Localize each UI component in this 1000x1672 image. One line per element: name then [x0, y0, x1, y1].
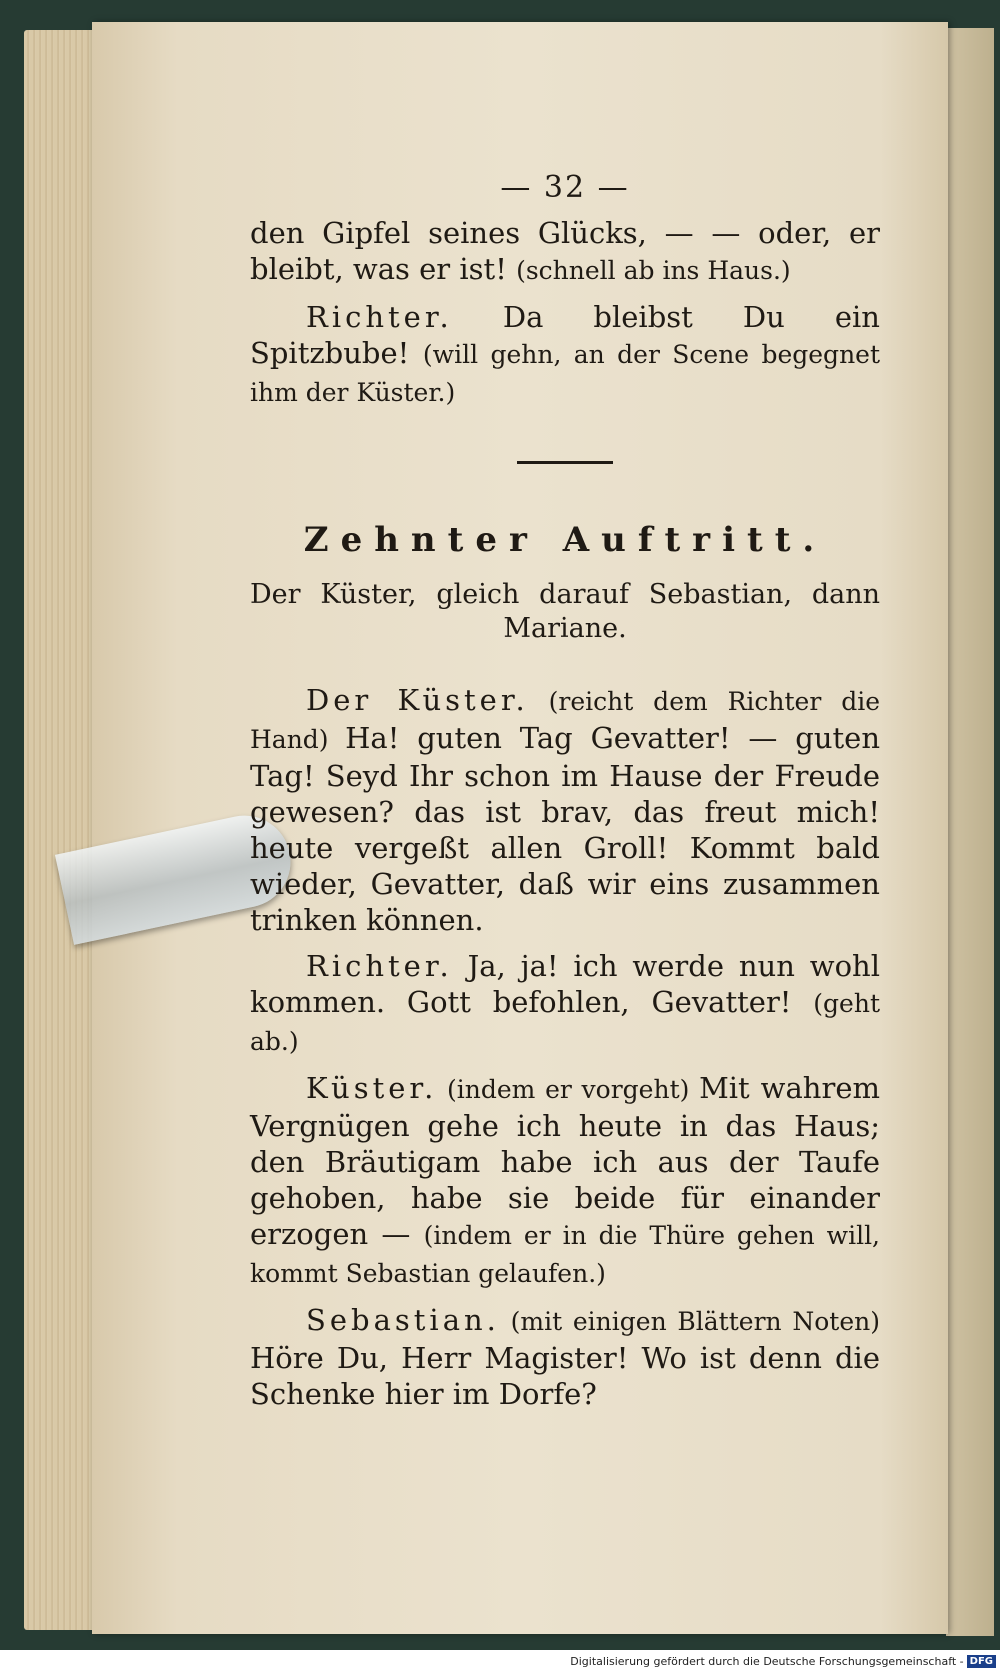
page-number: — 32 —: [500, 170, 630, 205]
dfg-logo: DFG: [967, 1655, 996, 1668]
paragraph-kuester-2: [250, 1070, 880, 1292]
paragraph-sebastian-1: [250, 1302, 880, 1412]
paragraph-richter-1: [250, 299, 880, 411]
stage-direction: (reicht dem Richter die Hand): [250, 687, 880, 754]
speaker-name: Richter.: [306, 949, 453, 983]
digitization-footer: [570, 1655, 996, 1668]
line-text: den Gipfel seines Glücks, — — oder, er bleibt, was er ist!: [250, 216, 880, 286]
dialogue-text: Höre Du, Herr Magister! Wo ist denn die Schenke hier im Dorfe?: [250, 1341, 880, 1411]
stage-direction: (indem er vorgeht): [437, 1075, 700, 1104]
paragraph-top: [250, 215, 880, 289]
dialogue-text: Ha! guten Tag Gevatter! — guten Tag! Seyd Ihr schon im Hause der Freude gewesen? das ist brav, das freut mich! heute vergeßt allen Groll! Kommt bald wieder, Gevatter, daß wir eins zusammen trinken können.: [250, 721, 880, 937]
stage-direction: (schnell ab ins Haus.): [516, 256, 791, 285]
stage-direction: (geht ab.): [250, 989, 880, 1056]
dialogue-text: Ja, ja! ich werde nun wohl kommen. Gott befohlen, Gevatter!: [250, 949, 880, 1019]
section-divider: [517, 461, 613, 464]
speaker-name: Der Küster.: [306, 683, 529, 717]
dialogue-text: Da bleibst Du ein Spitzbube!: [250, 300, 880, 370]
speaker-name: Küster.: [306, 1071, 438, 1105]
footer-text: Digitalisierung gefördert durch die Deutsche Forschungsgemeinschaft -: [570, 1655, 964, 1668]
speaker-name: Sebastian.: [306, 1303, 500, 1337]
page-edge-right: [946, 28, 994, 1636]
paragraph-kuester-1: [250, 682, 880, 938]
stage-direction: (will gehn, an der Scene begegnet ihm der Küster.): [250, 340, 881, 407]
stage-direction: (indem er in die Thüre gehen will, kommt Sebastian gelaufen.): [250, 1221, 881, 1288]
scene-cast: Der Küster, gleich darauf Sebastian, dann Mariane.: [250, 579, 880, 644]
page-text: [250, 170, 880, 1422]
scene-title: Zehnter Auftritt.: [303, 520, 827, 560]
dialogue-text: Mit wahrem Vergnügen gehe ich heute in das Haus; den Bräutigam habe ich aus der Taufe gehoben, habe sie beide für einander erzogen —: [250, 1071, 880, 1251]
speaker-name: Richter.: [306, 300, 453, 334]
paragraph-richter-2: [250, 948, 880, 1060]
stage-direction: (mit einigen Blättern Noten): [499, 1307, 880, 1336]
